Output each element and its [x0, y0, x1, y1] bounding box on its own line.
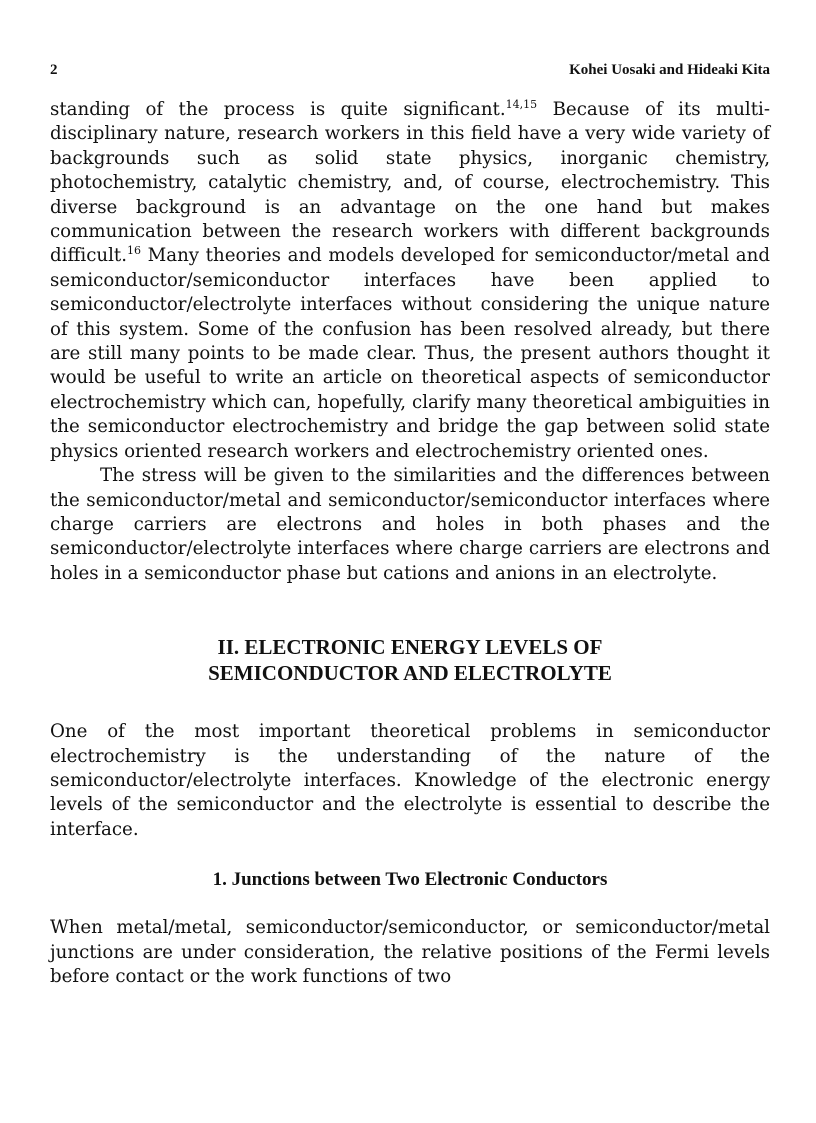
page-number: 2: [50, 62, 58, 78]
page: [50, 62, 770, 989]
subsection-paragraph: When metal/metal, semiconductor/semiconductor, or semiconductor/metal junctions are under consideration, the relative positions of the Fermi levels before contact or the work functions of two: [50, 917, 770, 987]
section-heading-line: SEMICONDUCTOR AND ELECTROLYTE: [208, 661, 612, 686]
section-heading: [50, 634, 770, 686]
paragraph-text: standing of the process is quite significant.: [50, 99, 506, 120]
running-head: [50, 62, 770, 84]
stress-paragraph: The stress will be given to the similarities and the differences between the semiconductor/metal and semiconductor/semiconductor interfaces where charge carriers are electrons and holes in both phases and the semiconductor/electrolyte interfaces where charge carriers are electrons and holes in a semiconductor phase but cations and anions in an electrolyte.: [50, 465, 770, 584]
subsection-heading: 1. Junctions between Two Electronic Conductors: [212, 869, 608, 891]
intro-paragraph-continued: [50, 98, 770, 464]
paragraph-text: Many theories and models developed for semiconductor/metal and semiconductor/semiconductor interfaces have been applied to semiconductor/electrolyte interfaces without considering the unique nature of this system. Some of the confusion has been resolved already, but there are still many points to be made clear. Thus, the present authors thought it would be useful to write an article on theoretical aspects of semiconductor electrochemistry which can, hopefully, clarify many theoretical ambiguities in the semiconductor electrochemistry and bridge the gap between solid state physics oriented research workers and electrochemistry oriented ones.: [50, 245, 770, 462]
section-heading-line: II. ELECTRONIC ENERGY LEVELS OF: [217, 635, 603, 660]
running-head-authors: Kohei Uosaki and Hideaki Kita: [569, 62, 770, 78]
reference-superscript: 16: [127, 244, 142, 258]
section-paragraph: One of the most important theoretical problems in semiconductor electrochemistry is the understanding of the nature of the semiconductor/electrolyte interfaces. Knowledge of the electronic energy levels of the semiconductor and the electrolyte is essential to describe the interface.: [50, 721, 770, 840]
reference-superscript: 14,15: [505, 97, 538, 111]
paragraph-text: Because of its multi-disciplinary nature, research workers in this field have a very wide variety of backgrounds such as solid state physics, inorganic chemistry, photochemistry, catalytic chemistry, and, of course, electrochemistry. This diverse background is an advantage on the one hand but makes communication between the research workers with different backgrounds difficult.: [50, 99, 771, 267]
